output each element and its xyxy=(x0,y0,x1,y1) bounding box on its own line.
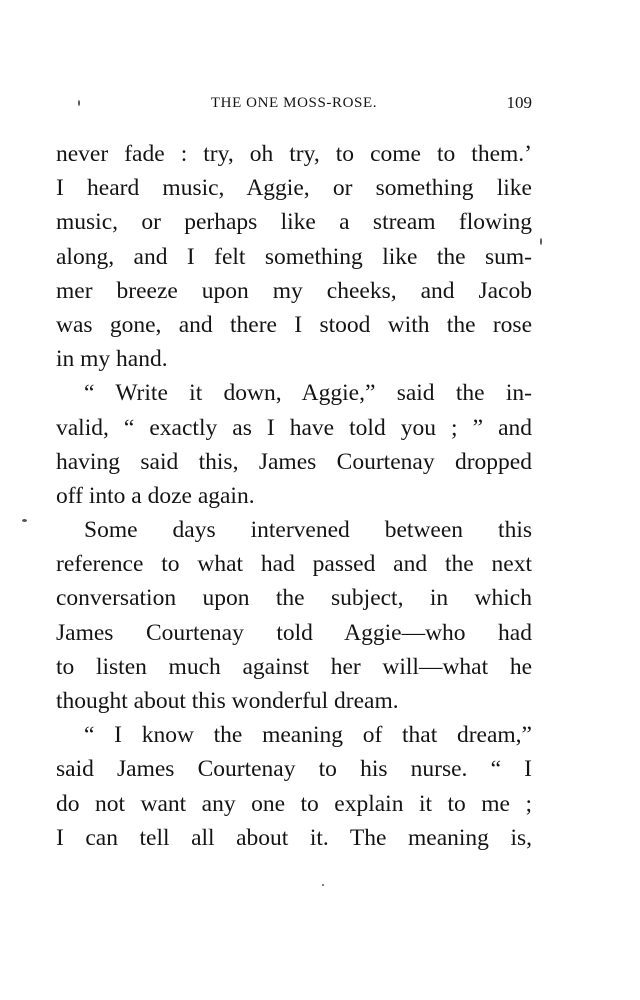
text-line: James Courtenay told Aggie—who had xyxy=(56,619,532,646)
text-line: to listen much against her will—what he xyxy=(56,653,532,680)
text-line: was gone, and there I stood with the rose xyxy=(56,311,532,338)
running-head xyxy=(56,90,532,116)
text-line: conversation upon the subject, in which xyxy=(56,585,532,612)
text-line: having said this, James Courtenay dropped xyxy=(56,448,532,475)
running-title: THE ONE MOSS-ROSE. xyxy=(210,95,378,111)
scan-speck xyxy=(322,884,324,886)
text-line: “ Write it down, Aggie,” said the in- xyxy=(84,380,532,407)
text-line: valid, “ exactly as I have told you ; ” and xyxy=(56,414,532,441)
body-text xyxy=(56,137,532,855)
text-line: Some days intervened between this xyxy=(84,517,532,544)
scan-speck xyxy=(22,519,27,522)
page-number: 109 xyxy=(506,93,532,112)
text-line: “ I know the meaning of that dream,” xyxy=(84,722,532,749)
text-line: thought about this wonderful dream. xyxy=(56,688,399,714)
text-line: I heard music, Aggie, or something like xyxy=(56,175,532,202)
text-line: off into a doze again. xyxy=(56,482,255,509)
text-line: do not want any one to explain it to me ; xyxy=(56,790,532,817)
text-line: mer breeze upon my cheeks, and Jacob xyxy=(56,277,532,304)
scan-speck xyxy=(78,100,80,106)
text-line: reference to what had passed and the next xyxy=(56,551,532,578)
text-line: said James Courtenay to his nurse. “ I xyxy=(56,756,532,783)
text-line: in my hand. xyxy=(56,346,168,373)
scan-speck xyxy=(540,238,542,245)
text-line: along, and I felt something like the sum- xyxy=(56,243,532,270)
text-line: music, or perhaps like a stream flowing xyxy=(56,209,532,236)
text-line: never fade : try, oh try, to come to them.’ xyxy=(56,141,532,167)
text-line: I can tell all about it. The meaning is, xyxy=(56,824,532,851)
